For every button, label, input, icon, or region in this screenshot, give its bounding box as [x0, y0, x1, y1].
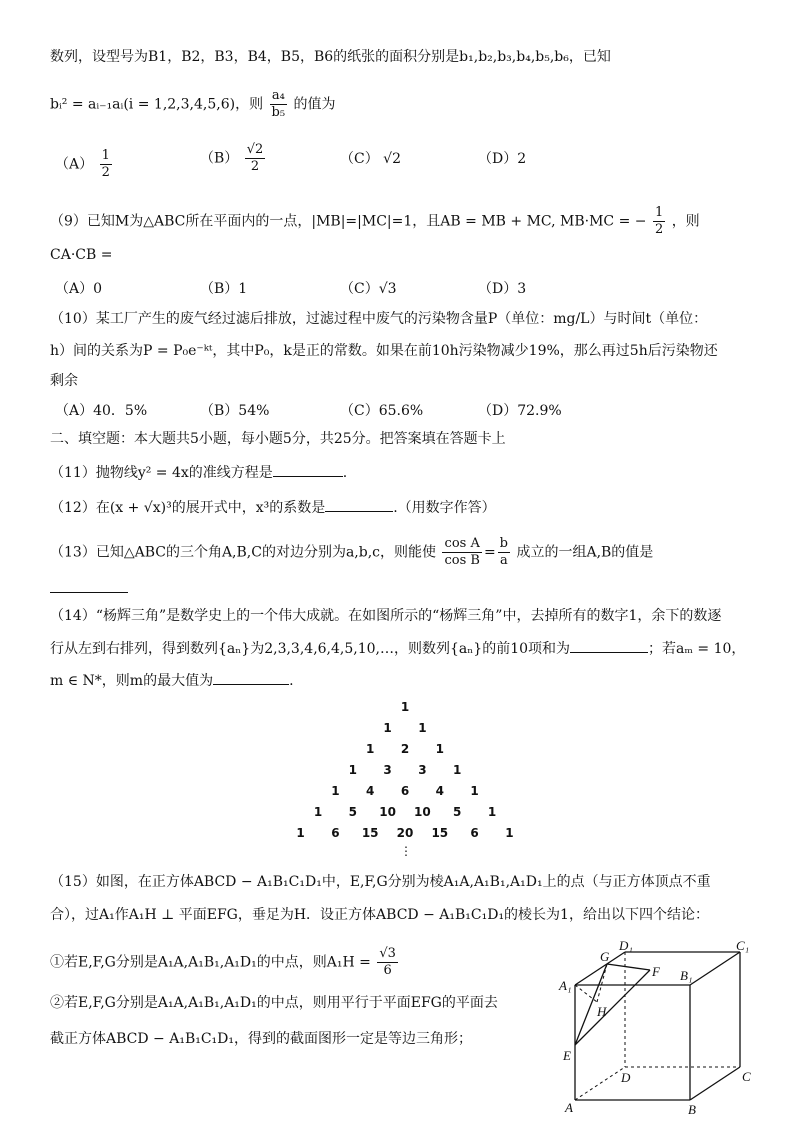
q14-line3-text: m ∈ N*，则m的最大值为 [50, 673, 214, 689]
q8-option-c-value: √2 [383, 151, 401, 167]
q8-option-a-den: 2 [101, 165, 110, 180]
q8-option-a-label: （A） [55, 156, 94, 173]
yanghui-number: 1 [296, 826, 305, 840]
yanghui-number: 1 [313, 805, 323, 819]
cube-figure [545, 940, 765, 1120]
q8-option-a-num: 1 [101, 148, 110, 163]
yanghui-number: 3 [418, 763, 427, 777]
q10-stem-line1: （10）某工厂产生的废气经过滤后排放，过滤过程中废气的污染物含量P（单位：mg/L）与时间t（单位： [50, 311, 708, 327]
yanghui-number: 20 [396, 826, 414, 840]
q11-end: . [342, 465, 348, 481]
q10-option-c: （C）65.6% [340, 403, 424, 419]
q8-option-b-num: √2 [246, 142, 264, 157]
yanghui-number: 1 [366, 742, 375, 756]
q14-line2-text: 行从左到右排列，得到数列{aₙ}为2,3,3,4,6,4,5,10,…，则数列{aₙ}的前10项和为 [50, 641, 571, 657]
q13-text: （13）已知△ABC的三个角A,B,C的对边分别为a,b,c，则能使 [50, 544, 437, 561]
yanghui-number: 15 [361, 826, 379, 840]
label-b1: B₁ [680, 968, 693, 983]
label-d1: D₁ [619, 940, 633, 953]
q15-conclusion-2-line2: 截正方体ABCD − A₁B₁C₁D₁，得到的截面图形一定是等边三角形； [50, 1031, 473, 1047]
edge-fg [607, 964, 650, 970]
q8-option-b-label: （B） [200, 150, 239, 167]
q10-option-d: （D）72.9% [478, 403, 562, 419]
q9-fraction [653, 205, 665, 238]
edge-b1c1 [690, 952, 740, 985]
q8-stem-line2 [50, 88, 336, 121]
q8-stem-end: 的值为 [293, 96, 336, 113]
yanghui-number: 5 [348, 805, 357, 819]
yanghui-number: 1 [435, 742, 444, 756]
q13-text-end: 成立的一组A,B的值是 [516, 544, 654, 561]
label-c: C [742, 1069, 751, 1084]
q8-option-b-fraction [245, 142, 266, 175]
q8-option-c [340, 150, 401, 168]
q9-fraction-num: 1 [654, 205, 664, 220]
q15-conclusion-1-text: ①若E,F,G分别是A₁A,A₁B₁,A₁D₁的中点，则A₁H = [50, 954, 371, 971]
yanghui-number: 4 [366, 784, 375, 798]
label-f: F [652, 964, 660, 979]
q10-option-a: （A）40．5% [55, 403, 148, 419]
label-e: E [563, 1048, 571, 1063]
yanghui-number: 1 [418, 721, 427, 735]
q8-option-b-den: 2 [250, 159, 260, 174]
q12-text: （12）在(x + √x)³的展开式中，x³的系数是 [50, 500, 326, 516]
q14-line1: （14）“杨辉三角”是数学史上的一个伟大成就。在如图所示的“杨辉三角”中，去掉所有的数字1，余下的数逐 [50, 608, 722, 624]
q8-option-c-label: （C） [340, 151, 379, 167]
yanghui-number: 1 [453, 763, 462, 777]
yanghui-number: 1 [348, 763, 357, 777]
yanghui-number: 15 [431, 826, 449, 840]
q13-left-num: cos A [442, 536, 481, 553]
label-b: B [688, 1102, 696, 1117]
q9-option-c: （C）√3 [340, 281, 397, 297]
q14-line2 [50, 638, 745, 658]
q13: （13）已知△ABC的三个角A,B,C的对边分别为a,b,c，则能使 $\frac{\text{cos A}}{\text{cos B}}$ = $\frac{b}{a}$ 成立的一组A,B的值是 [50, 536, 654, 568]
yanghui-number: 1 [487, 805, 497, 819]
q8-option-d: （D）2 [478, 151, 527, 167]
perpendicular-a1h [575, 985, 597, 1002]
q9-stem-end: ，则 [671, 213, 700, 230]
q8-option-a [55, 148, 114, 181]
yanghui-number: 6 [331, 826, 340, 840]
q9-option-b: （B）1 [200, 281, 248, 297]
q11 [50, 462, 347, 482]
yanghui-number: 10 [414, 805, 431, 819]
yanghui-number: 2 [400, 742, 410, 756]
q14-answer-blank-1[interactable] [570, 638, 648, 653]
q8-fraction-den: b₅ [271, 105, 286, 120]
q15-conclusion-2-line1: ②若E,F,G分别是A₁A,A₁B₁,A₁D₁的中点，则用平行于平面EFG的平面去 [50, 995, 498, 1011]
yanghui-number: 3 [383, 763, 392, 777]
q13-blank-line [50, 578, 128, 598]
yanghui-number: 6 [470, 826, 479, 840]
yanghui-continuation: ⋮ [400, 844, 412, 858]
section-2-heading: 二、填空题：本大题共5小题，每小题5分，共25分。把答案填在答题卡上 [50, 431, 506, 447]
q8-formula: bᵢ² = aᵢ₋₁aᵢ(i = 1,2,3,4,5,6)，则 [50, 96, 264, 113]
yanghui-number: 5 [453, 805, 462, 819]
edge-bc [690, 1067, 740, 1100]
q12-answer-blank[interactable] [325, 497, 393, 512]
q12-end: .（用数字作答） [393, 500, 496, 516]
q9-stem [50, 205, 700, 238]
yanghui-number: 1 [400, 700, 410, 714]
yanghui-number: 4 [435, 784, 444, 798]
q9-question: CA·CB = [50, 247, 113, 263]
q13-left-den: cos B [444, 553, 480, 568]
q8-fraction-num: a₄ [270, 88, 288, 105]
q8-fraction [270, 88, 288, 121]
q15-line1: （15）如图，在正方体ABCD − A₁B₁C₁D₁中，E,F,G分别为棱A₁A,A₁B₁,A₁D₁上的点（与正方体顶点不重 [50, 874, 711, 890]
yanghui-number: 1 [505, 826, 514, 840]
q10-option-b: （B）54% [200, 403, 270, 419]
q13-fraction-right [498, 536, 510, 569]
q10-stem-line2: h）间的关系为P = P₀e⁻ᵏᵗ，其中P₀，k是正的常数。如果在前10h污染物减少19%，那么再过5h后污染物还 [50, 343, 718, 359]
q15-conclusion-1-fraction [377, 946, 398, 979]
yanghui-number: 1 [470, 784, 479, 798]
label-a1: A₁ [559, 978, 572, 993]
q9-option-a: （A）0 [55, 281, 103, 297]
yanghui-number: 10 [379, 805, 396, 819]
q9-fraction-den: 2 [654, 222, 664, 237]
q9-option-d: （D）3 [478, 281, 527, 297]
label-g: G [600, 949, 610, 964]
q14-line2-end: ；若aₘ = 10， [648, 641, 746, 657]
q15-line2: 合），过A₁作A₁H ⊥ 平面EFG，垂足为H．设正方体ABCD − A₁B₁C₁D₁的棱长为1，给出以下四个结论： [50, 907, 709, 923]
q13-right-num: b [499, 536, 508, 551]
q12 [50, 497, 496, 517]
edge-ef [575, 970, 650, 1045]
hidden-edge-ad [575, 1067, 625, 1100]
label-c1: C₁ [736, 940, 750, 953]
q11-text: （11）抛物线y² = 4x的准线方程是 [50, 465, 273, 481]
label-d: D [621, 1070, 631, 1085]
label-a: A [565, 1100, 573, 1115]
q15-conclusion-1 [50, 946, 400, 979]
q8-option-b [200, 142, 267, 175]
label-h: H [597, 1004, 607, 1019]
q11-answer-blank[interactable] [273, 462, 343, 477]
yanghui-number: 1 [331, 784, 340, 798]
q8-stem-line1: 数列，设型号为B1，B2，B3，B4，B5，B6的纸张的面积分别是b₁,b₂,b₃,b₄,b₅,b₆，已知 [50, 49, 611, 65]
q14-answer-blank-2[interactable] [213, 670, 289, 685]
q15-conclusion-1-den: 6 [383, 963, 392, 978]
q13-right-den: a [499, 553, 508, 568]
q15-conclusion-1-num: √3 [379, 946, 396, 961]
q13-answer-blank[interactable] [50, 578, 128, 593]
q14-line3 [50, 670, 294, 690]
q13-fraction-left [442, 536, 481, 569]
yanghui-number: 1 [383, 721, 392, 735]
q9-stem-text: （9）已知M为△ABC所在平面内的一点，|MB|=|MC|=1，且AB = MB + MC, MB·MC = − [50, 213, 647, 230]
q10-stem-line3: 剩余 [50, 373, 78, 389]
yanghui-number: 6 [400, 784, 410, 798]
q8-option-a-fraction [100, 148, 112, 181]
q14-line3-end: . [289, 673, 294, 689]
